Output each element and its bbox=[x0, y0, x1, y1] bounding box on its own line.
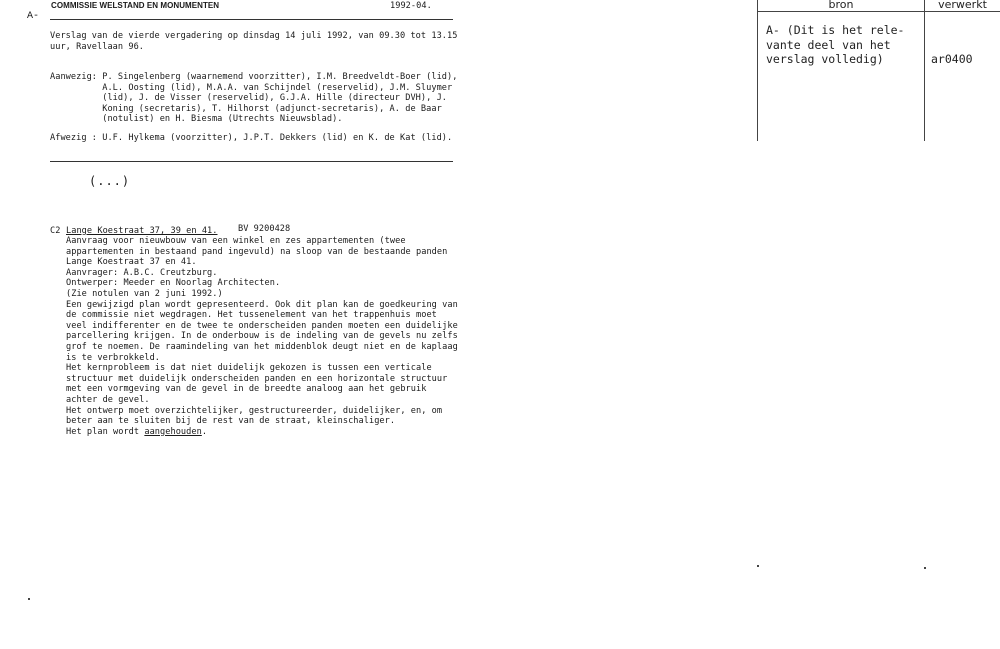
document-number: 1992-04. bbox=[390, 1, 432, 11]
item-line: parcellering krijgen. In de onderbouw is de indeling van de gevels nu zelfs bbox=[66, 331, 458, 342]
margin-mark: A- bbox=[27, 11, 40, 22]
present-line: (notulist) en H. Biesma (Utrechts Nieuwsblad). bbox=[50, 114, 343, 125]
item-line: (Zie notulen van 2 juni 1992.) bbox=[66, 288, 223, 299]
present-line: (lid), J. de Visser (reservelid), G.J.A. Hille (directeur DVH), J. bbox=[50, 93, 448, 104]
table-left-border bbox=[757, 0, 758, 141]
bron-note-line: vante deel van het bbox=[766, 37, 891, 52]
item-line: is te verbrokkeld. bbox=[66, 352, 161, 363]
item-final-line bbox=[66, 427, 458, 438]
speck bbox=[757, 565, 759, 567]
report-line: Verslag van de vierde vergadering op dinsdag 14 juli 1992, van 09.30 tot 13.15 bbox=[50, 31, 458, 41]
speck bbox=[28, 598, 30, 600]
item-line: achter de gevel. bbox=[66, 394, 150, 405]
absent-line: Afwezig : U.F. Hylkema (voorzitter), J.P.T. Dekkers (lid) en K. de Kat (lid). bbox=[50, 133, 453, 143]
item-line: Het ontwerp moet overzichtelijker, gestructureerder, duidelijker, en, om bbox=[66, 405, 443, 416]
item-line: met een vormgeving van de gevel in de breedte analoog aan het gebruik bbox=[66, 384, 427, 395]
present-line: Aanwezig: P. Singelenberg (waarnemend voorzitter), I.M. Breedveldt-Boer (lid), bbox=[50, 72, 458, 82]
bron-note-line: verslag volledig) bbox=[766, 52, 884, 66]
final-decision: aangehouden bbox=[144, 426, 202, 437]
item-file-number: BV 9200428 bbox=[238, 224, 291, 234]
item-line: de commissie niet wegdragen. Het tussenelement van het trappenhuis moet bbox=[66, 310, 437, 321]
final-prefix: Het plan wordt bbox=[66, 426, 145, 437]
column-header-verwerkt: verwerkt bbox=[938, 0, 987, 11]
item-line: structuur met duidelijk onderscheiden panden en een horizontale structuur bbox=[66, 373, 448, 384]
report-intro bbox=[50, 31, 457, 52]
report-line: uur, Ravellaan 96. bbox=[50, 41, 145, 52]
item-line: Een gewijzigd plan wordt gepresenteerd. Ook dit plan kan de goedkeuring van bbox=[66, 299, 458, 310]
table-divider bbox=[924, 0, 925, 141]
item-address: Lange Koestraat 37, 39 en 41. bbox=[66, 226, 218, 236]
column-header-bron: bron bbox=[828, 0, 854, 11]
item-line: Het kernprobleem is dat niet duidelijk gekozen is tussen een verticale bbox=[66, 363, 432, 374]
present-line: A.L. Oosting (lid), M.A.A. van Schijndel (reservelid), J.M. Sluymer bbox=[50, 82, 453, 93]
section-rule bbox=[50, 161, 453, 162]
item-line: appartementen in bestaand pand ingevuld) na sloop van de bestaande panden bbox=[66, 246, 448, 257]
verwerkt-value: ar0400 bbox=[931, 52, 973, 66]
document-title: COMMISSIE WELSTAND EN MONUMENTEN bbox=[51, 1, 220, 10]
item-line: Ontwerper: Meeder en Noorlag Architecten. bbox=[66, 278, 281, 289]
item-line: veel indifferenter en de twee te onderscheiden panden moeten een duidelijke bbox=[66, 320, 458, 331]
item-line: Lange Koestraat 37 en 41. bbox=[66, 257, 197, 268]
header-rule bbox=[50, 19, 453, 20]
speck bbox=[924, 567, 926, 569]
ellipsis: (...) bbox=[89, 174, 131, 188]
item-line: Aanvrager: A.B.C. Creutzburg. bbox=[66, 267, 218, 278]
present-list bbox=[50, 72, 457, 125]
item-code: C2 bbox=[50, 226, 61, 236]
item-body bbox=[66, 236, 458, 437]
item-line: grof te noemen. De raamindeling van het middenblok deugt niet en de kaplaag bbox=[66, 341, 458, 352]
present-line: Koning (secretaris), T. Hilhorst (adjunct-secretaris), A. de Baar bbox=[50, 103, 442, 114]
item-line: Aanvraag voor nieuwbouw van een winkel en zes appartementen (twee bbox=[66, 236, 406, 246]
table-top-rule bbox=[757, 11, 1000, 12]
bron-note bbox=[766, 23, 904, 67]
final-suffix: . bbox=[201, 426, 208, 437]
bron-note-line: A- (Dit is het rele- bbox=[766, 23, 905, 37]
item-line: beter aan te sluiten bij de rest van de straat, kleinschaliger. bbox=[66, 416, 396, 427]
